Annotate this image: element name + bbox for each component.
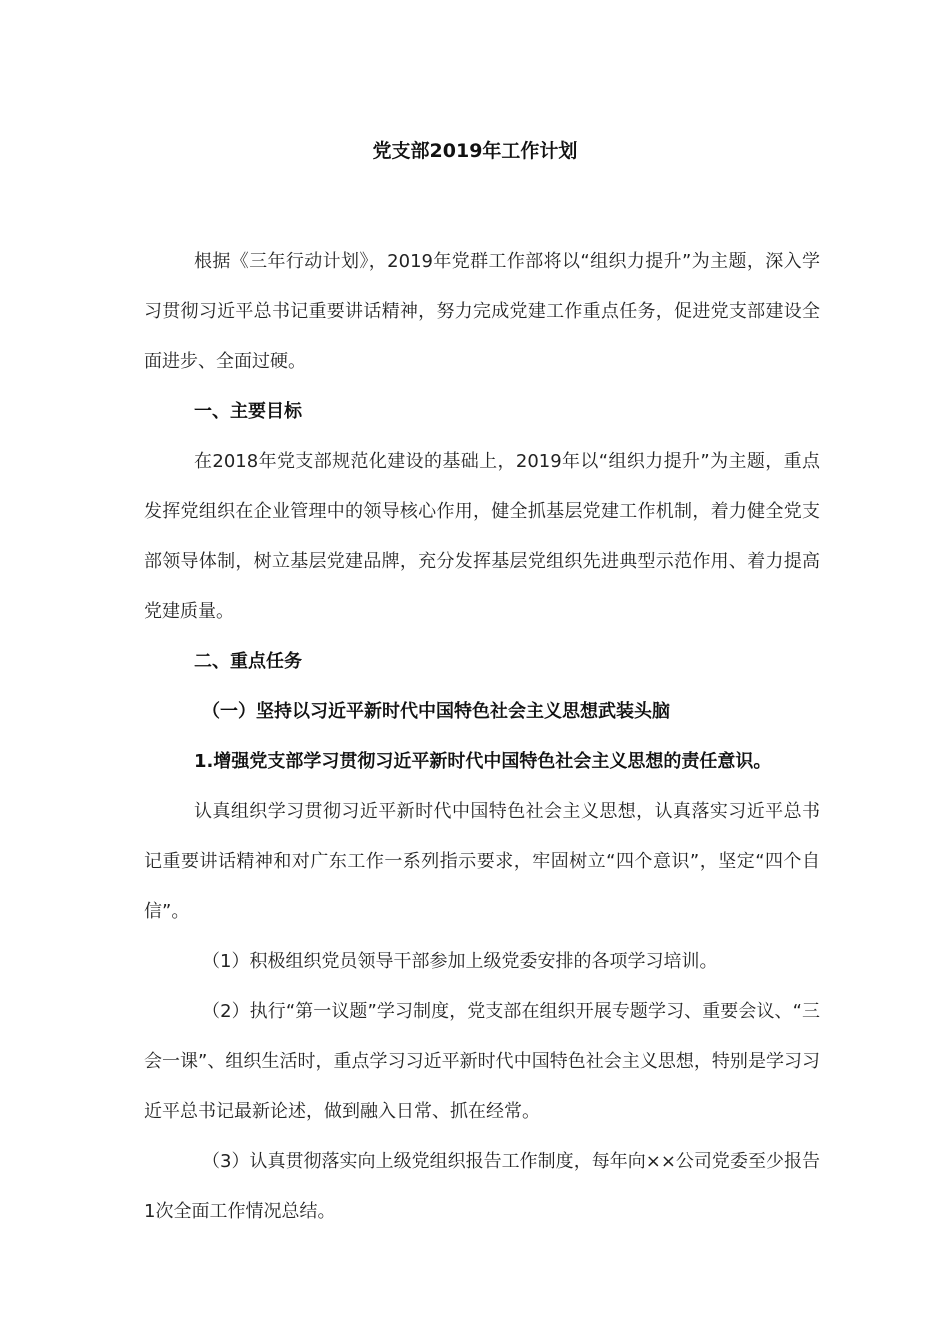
point-paragraph-2: （2）执行“第一议题”学习制度，党支部在组织开展专题学习、重要会议、“三会一课”、组织生活时，重点学习习近平新时代中国特色社会主义思想，特别是学习习近平总书记最新论述，做到融入日常、抓在经常。 bbox=[144, 1001, 820, 1122]
intro-paragraph: 根据《三年行动计划》，2019年党群工作部将以“组织力提升”为主题，深入学习贯彻习近平总书记重要讲话精神，努力完成党建工作重点任务，促进党支部建设全面进步、全面过硬。 bbox=[144, 251, 820, 372]
document-body bbox=[144, 237, 820, 1237]
point-paragraph-1: （1）积极组织党员领导干部参加上级党委安排的各项学习培训。 bbox=[202, 951, 718, 972]
subsection-heading: （一）坚持以习近平新时代中国特色社会主义思想武装头脑 bbox=[202, 701, 670, 722]
item-heading: 1.增强党支部学习贯彻习近平新时代中国特色社会主义思想的责任意识。 bbox=[194, 751, 772, 772]
goals-paragraph: 在2018年党支部规范化建设的基础上，2019年以“组织力提升”为主题，重点发挥党组织在企业管理中的领导核心作用，健全抓基层党建工作机制，着力健全党支部领导体制，树立基层党建品牌，充分发挥基层党组织先进典型示范作用、着力提高党建质量。 bbox=[144, 451, 820, 622]
point-paragraph-3: （3）认真贯彻落实向上级党组织报告工作制度，每年向××公司党委至少报告1次全面工作情况总结。 bbox=[144, 1151, 820, 1222]
document-title: 党支部2019年工作计划 bbox=[372, 140, 578, 162]
section-heading-main-goals: 一、主要目标 bbox=[194, 401, 302, 422]
section-heading-key-tasks: 二、重点任务 bbox=[194, 651, 302, 672]
item-body-paragraph: 认真组织学习贯彻习近平新时代中国特色社会主义思想，认真落实习近平总书记重要讲话精神和对广东工作一系列指示要求，牢固树立“四个意识”，坚定“四个自信”。 bbox=[144, 801, 820, 922]
